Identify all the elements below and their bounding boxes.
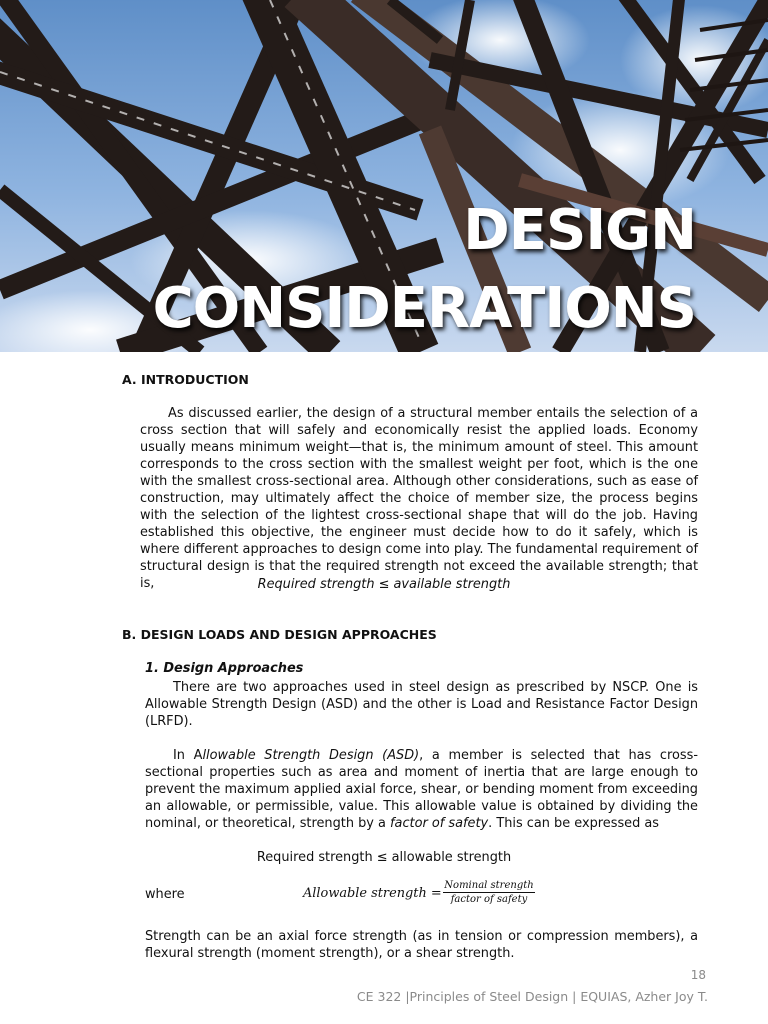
approaches-paragraph: There are two approaches used in steel design as prescribed by NSCP. One is Allowable Strength Design (ASD) and the other is Load and Resistance Factor Design (LRFD). xyxy=(145,680,698,729)
allowable-inequality: Required strength ≤ allowable strength xyxy=(256,850,512,865)
footer-text: CE 322 |Principles of Steel Design | EQUIAS, Azher Joy T. xyxy=(356,989,708,1004)
formula-lhs: Allowable strength = xyxy=(303,886,442,901)
asd-text-post: . This can be expressed as xyxy=(488,816,659,831)
asd-paragraph xyxy=(145,747,698,832)
asd-text-pre: In A xyxy=(173,748,203,763)
page-title-line2: CONSIDERATIONS xyxy=(152,276,696,341)
page-title-line1: DESIGN xyxy=(463,198,696,263)
strength-types-paragraph: Strength can be an axial force strength (as in tension or compression members), a flexural strength (moment strength), or a shear strength. xyxy=(145,929,698,961)
introduction-paragraph: As discussed earlier, the design of a structural member entails the selection of a cross section that will safely and economically resist the applied loads. Economy usually means minimum weight—that is, the minimum amount of steel. This amount corresponds to the cross section with the smallest weight per foot, which is the one with the smallest cross-sectional area. Although other considerations, such as ease of construction, may ultimately affect the choice of member size, the process begins with the selection of the lightest cross-sectional shape that will do the job. Having established this objective, the engineer must decide how to do it safely, which is where different approaches to design come into play. The fundamental requirement of structural design is that the required strength not exceed the available strength; that is, xyxy=(140,406,698,591)
section-a-heading: A. INTRODUCTION xyxy=(122,372,249,387)
formula-denominator: factor of safety xyxy=(450,894,528,905)
design-approaches-subheading: 1. Design Approaches xyxy=(145,661,304,676)
section-b-heading: B. DESIGN LOADS AND DESIGN APPROACHES xyxy=(122,627,437,642)
hero-image xyxy=(0,0,768,352)
asd-text-mid: , a member is selected that has cross-sectional properties such as area and moment of inertia that are large enough to prevent the maximum applied axial force, shear, or bending moment from exceeding an allowable, or permissible, value. This allowable value is obtained by dividing the nominal, or theoretical, strength by a xyxy=(145,748,699,831)
formula-numerator: Nominal strength xyxy=(444,880,534,891)
page-number: 18 xyxy=(690,968,706,982)
strength-inequality: Required strength ≤ available strength xyxy=(257,577,511,592)
where-label: where xyxy=(145,887,185,902)
asd-term: llowable Strength Design (ASD) xyxy=(202,748,420,763)
factor-of-safety-term: factor of safety xyxy=(390,816,489,831)
formula-fraction xyxy=(443,880,535,905)
